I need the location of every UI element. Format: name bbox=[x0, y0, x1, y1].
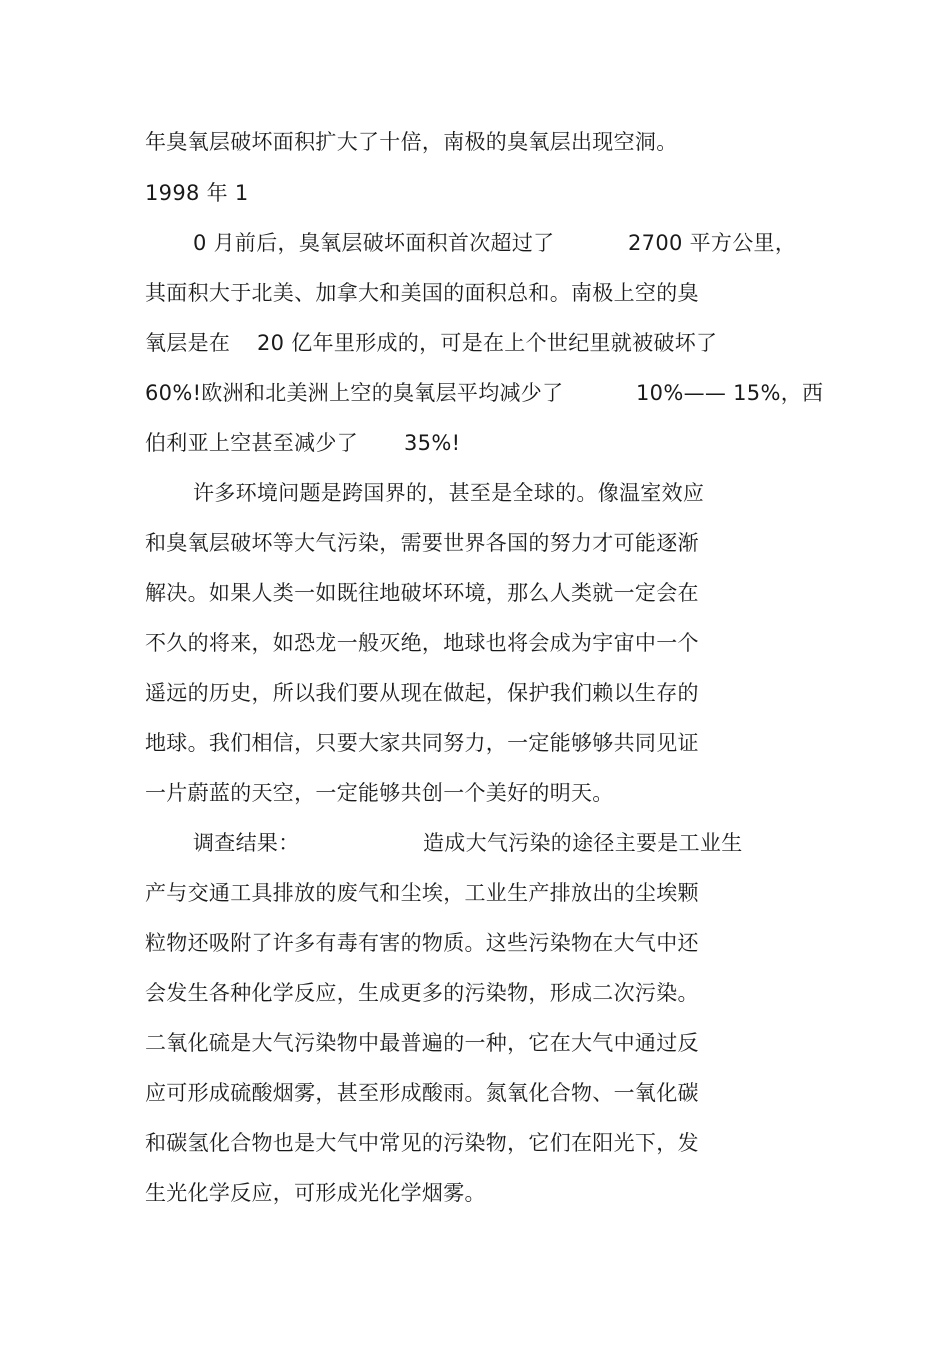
text-segment: 60%!欧洲和北美洲上空的臭氧层平均减少了 bbox=[145, 381, 564, 405]
text-segment: 伯利亚上空甚至减少了 bbox=[145, 431, 358, 455]
text-segment: 10%—— 15%，西 bbox=[636, 381, 824, 405]
text-segment: 1998 年 1 bbox=[145, 181, 249, 205]
text-segment: 应可形成硫酸烟雾，甚至形成酸雨。氮氧化合物、一氧化碳 bbox=[145, 1081, 699, 1105]
text-segment: 35%! bbox=[404, 431, 461, 455]
text-segment: 其面积大于北美、加拿大和美国的面积总和。南极上空的臭 bbox=[145, 281, 699, 305]
text-segment: 年臭氧层破坏面积扩大了十倍，南极的臭氧层出现空洞。 bbox=[145, 130, 678, 154]
text-segment: 和臭氧层破坏等大气污染，需要世界各国的努力才可能逐渐 bbox=[145, 531, 699, 555]
text-segment: 氧层是在 bbox=[145, 331, 231, 355]
text-segment: 许多环境问题是跨国界的，甚至是全球的。像温室效应 bbox=[193, 481, 705, 505]
text-segment: 调查结果： bbox=[193, 831, 300, 855]
text-segment: 地球。我们相信，只要大家共同努力，一定能够够共同见证 bbox=[145, 731, 699, 755]
text-segment: 粒物还吸附了许多有毒有害的物质。这些污染物在大气中还 bbox=[145, 931, 699, 955]
text-segment: 和碳氢化合物也是大气中常见的污染物，它们在阳光下，发 bbox=[145, 1131, 699, 1155]
text-segment: 20 亿年里形成的，可是在上个世纪里就被破坏了 bbox=[257, 331, 718, 355]
text-segment: 解决。如果人类一如既往地破坏环境，那么人类就一定会在 bbox=[145, 581, 699, 605]
text-segment: 遥远的历史，所以我们要从现在做起，保护我们赖以生存的 bbox=[145, 681, 699, 705]
text-segment: 造成大气污染的途径主要是工业生 bbox=[423, 831, 743, 855]
text-line bbox=[145, 1178, 486, 1268]
text-segment: 产与交通工具排放的废气和尘埃，工业生产排放出的尘埃颗 bbox=[145, 881, 699, 905]
text-segment: 不久的将来，如恐龙一般灭绝，地球也将会成为宇宙中一个 bbox=[145, 631, 699, 655]
text-segment: 2700 平方公里， bbox=[628, 231, 797, 255]
text-segment: 生光化学反应，可形成光化学烟雾。 bbox=[145, 1181, 486, 1205]
text-segment: 一片蔚蓝的天空，一定能够共创一个美好的明天。 bbox=[145, 781, 614, 805]
text-segment: 0 月前后，臭氧层破坏面积首次超过了 bbox=[193, 231, 555, 255]
text-segment: 二氧化硫是大气污染物中最普遍的一种，它在大气中通过反 bbox=[145, 1031, 699, 1055]
text-segment: 会发生各种化学反应，生成更多的污染物，形成二次污染。 bbox=[145, 981, 699, 1005]
